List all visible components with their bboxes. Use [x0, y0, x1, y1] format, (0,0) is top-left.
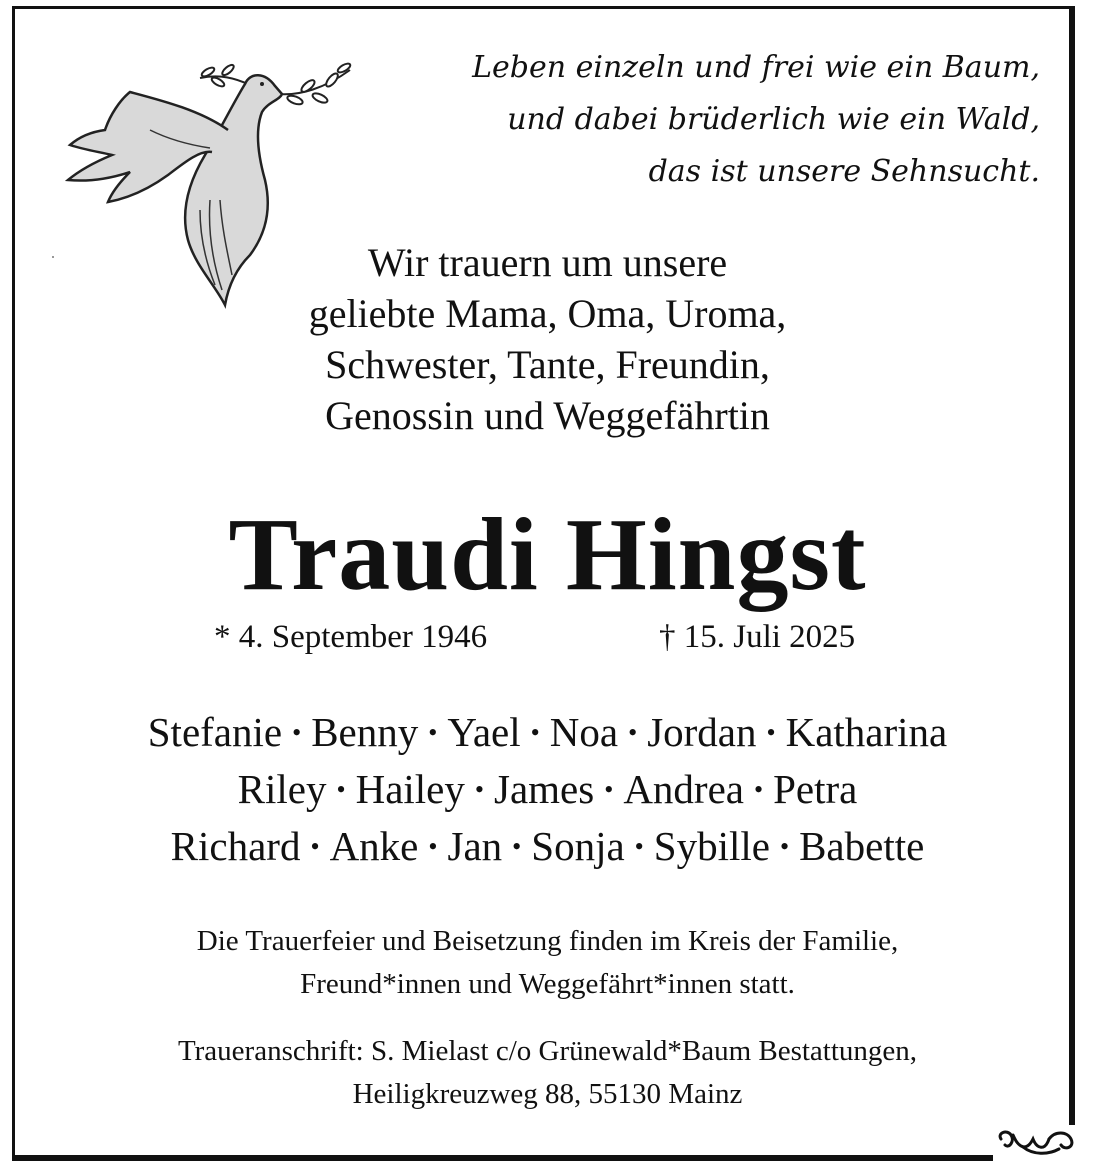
separator-dot: •	[428, 718, 438, 748]
mourner-name: Benny	[311, 709, 419, 755]
ceremony-notice	[0, 920, 1095, 1006]
separator-dot: •	[753, 775, 764, 805]
separator-dot: •	[292, 718, 302, 748]
mourners-row	[0, 706, 1095, 763]
separator-dot: •	[604, 775, 614, 805]
flourish-ornament-icon	[993, 1125, 1083, 1161]
mourner-name: Andrea	[623, 766, 744, 813]
mourner-name: Anke	[329, 823, 419, 870]
separator-dot: •	[310, 832, 320, 862]
mourner-name: Hailey	[355, 766, 465, 813]
intro-line: Wir trauern um unsere	[367, 240, 728, 285]
intro-line: Schwester, Tante, Freundin,	[325, 342, 770, 387]
mourner-name: Sybille	[653, 823, 770, 870]
separator-dot: •	[634, 832, 644, 862]
separator-dot: •	[336, 775, 346, 805]
address-line: Heiligkreuzweg 88, 55130 Mainz	[352, 1078, 743, 1110]
intro-line: geliebte Mama, Oma, Uroma,	[308, 291, 787, 336]
epigraph-quote	[400, 42, 1040, 198]
mourning-intro	[0, 237, 1095, 441]
separator-dot: •	[530, 718, 540, 748]
quote-line: das ist unsere Sehnsucht.	[648, 154, 1040, 189]
separator-dot: •	[779, 832, 790, 862]
mourner-name: Riley	[237, 766, 327, 813]
mourner-name: Richard	[170, 823, 301, 870]
mourner-name: Stefanie	[147, 709, 283, 755]
mourner-name: Yael	[447, 709, 521, 755]
separator-dot: •	[512, 832, 522, 862]
mourners-row	[0, 763, 1095, 820]
mourner-name: Sonja	[531, 823, 625, 870]
quote-line: und dabei brüderlich wie ein Wald,	[507, 102, 1040, 137]
separator-dot: •	[474, 775, 484, 805]
mourner-name: James	[494, 766, 595, 813]
ceremony-line: Die Trauerfeier und Beisetzung finden im Kreis der Familie,	[196, 925, 899, 957]
separator-dot: •	[766, 718, 776, 748]
mourners-list	[0, 706, 1095, 877]
deceased-name: Traudi Hingst	[228, 497, 867, 612]
mourning-address	[0, 1030, 1095, 1116]
mourners-row	[0, 820, 1095, 877]
death-date: † 15. Juli 2025	[659, 619, 856, 655]
mourner-name: Babette	[799, 823, 925, 870]
intro-line: Genossin und Weggefährtin	[325, 393, 770, 438]
birth-date: * 4. September 1946	[214, 619, 488, 655]
ceremony-line: Freund*innen und Weggefährt*innen statt.	[300, 968, 795, 1000]
separator-dot: •	[628, 718, 638, 748]
mourner-name: Jan	[447, 823, 503, 870]
separator-dot: •	[428, 832, 438, 862]
mourner-name: Petra	[773, 766, 858, 813]
quote-line: Leben einzeln und frei wie ein Baum,	[472, 50, 1040, 85]
mourner-name: Katharina	[785, 709, 948, 755]
mourner-name: Jordan	[647, 709, 757, 755]
address-line: Traueranschrift: S. Mielast c/o Grünewald*Baum Bestattungen,	[177, 1035, 918, 1067]
mourner-name: Noa	[549, 709, 619, 755]
